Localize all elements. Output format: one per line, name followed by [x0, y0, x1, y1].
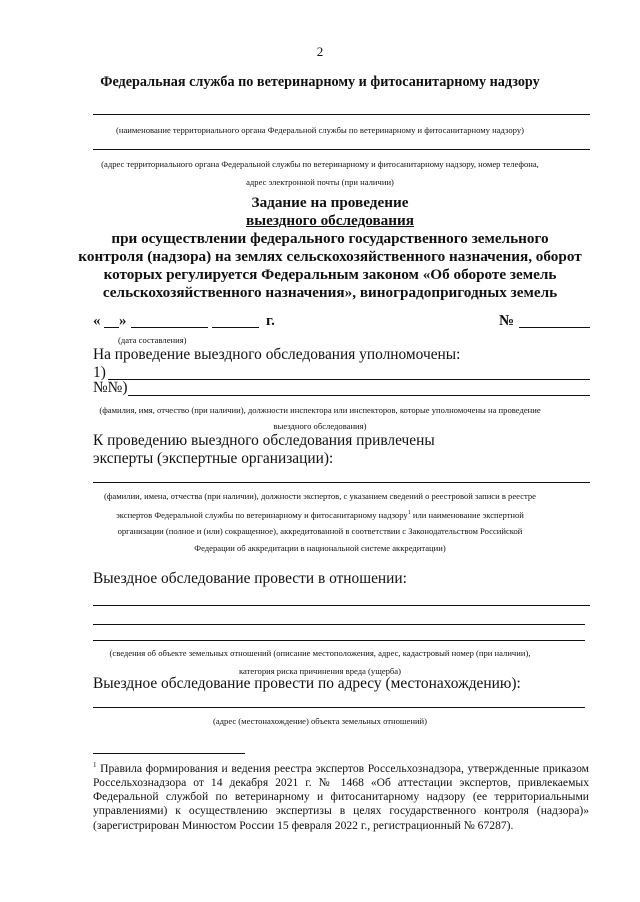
experts-line[interactable] — [93, 482, 590, 483]
document-number-line[interactable] — [519, 327, 590, 328]
object-caption-2: категория риска причинения вреда (ущерба) — [239, 666, 401, 676]
experts-caption-2 — [0, 507, 640, 521]
authorized-caption-1: (фамилия, имя, отчество (при наличии), должности инспектора или инспекторов, которые уполномочены на проведение — [99, 405, 541, 415]
object-heading: Выездное обследование провести в отношении: — [93, 570, 407, 587]
authorized-heading: На проведение выездного обследования уполномочены: — [93, 346, 461, 363]
experts-heading-1: К проведению выездного обследования привлечены — [93, 432, 435, 449]
address-caption: (адрес (местонахождение) объекта земельных отношений) — [212, 716, 428, 726]
title-line-3: при осуществлении федерального государственного земельного — [111, 230, 549, 247]
territorial-address-line — [93, 149, 590, 150]
experts-caption-3: организации (полное и (или) сокращенное), аккредитованной в соответствии с Законодательством Российской — [117, 526, 523, 536]
date-caption: (дата составления) — [118, 335, 187, 345]
date-day-line[interactable] — [104, 327, 119, 328]
object-line-3[interactable] — [93, 640, 585, 641]
experts-heading-2: эксперты (экспертные организации): — [93, 450, 334, 467]
title-line-4: контроля (надзора) на землях сельскохозяйственного назначения, оборот — [78, 248, 582, 265]
experts-caption-2a: экспертов Федеральной службы по ветеринарному и фитосанитарному надзору — [116, 509, 408, 520]
territorial-address-caption-1: (адрес территориального органа Федеральной службы по ветеринарному и фитосанитарному надзору, номер телефона, — [101, 159, 539, 169]
date-year-line[interactable] — [212, 327, 259, 328]
date-open-quote: « — [93, 313, 101, 329]
title-line-6: сельскохозяйственного назначения», виноградопригодных земель — [102, 284, 558, 301]
authorized-item-1: 1) — [93, 364, 106, 381]
date-year-suffix: г. — [266, 313, 275, 329]
footnote-separator — [93, 753, 245, 754]
title-line-5: которых регулируется Федеральным законом «Об обороте земель — [103, 266, 557, 283]
object-line-1[interactable] — [93, 605, 590, 606]
territorial-address-caption-2: адрес электронной почты (при наличии) — [246, 177, 394, 187]
territorial-name-line — [93, 114, 590, 115]
authorized-numbers-line[interactable] — [128, 395, 590, 396]
authorized-caption-2: выездного обследования) — [273, 421, 367, 431]
title-line-2: выездного обследования — [246, 212, 414, 229]
authorized-item-1-line[interactable] — [108, 379, 590, 380]
date-month-line[interactable] — [131, 327, 208, 328]
footnote — [93, 758, 589, 833]
address-heading: Выездное обследование провести по адресу (местонахождению): — [93, 675, 521, 692]
date-close-quote: » — [119, 313, 127, 329]
footnote-text: Правила формирования и ведения реестра экспертов Россельхознадзора, утвержденные приказом Россельхознадзора от 14 декабря 2021 г. № 1468 «Об аттестации экспертов, привлекаемых Федеральной службой по ветеринарному и фитосанитарному надзору (ее территориальными управлениями) к осуществлению экспертизы в целях государственного контроля (надзора)» (зарегистрирован Минюстом России 15 февраля 2022 г., регистрационный № 67287). — [93, 761, 589, 832]
agency-header: Федеральная служба по ветеринарному и фитосанитарному надзору — [100, 74, 540, 90]
object-caption-1: (сведения об объекте земельных отношений (описание местоположения, адрес, кадастровый номер (при наличии), — [109, 648, 531, 658]
experts-caption-4: Федерации об аккредитации в национальной системе аккредитации) — [194, 543, 446, 553]
object-line-2[interactable] — [93, 624, 585, 625]
experts-caption-2b: или наименование экспертной — [410, 509, 524, 520]
number-sign: № — [499, 313, 515, 329]
title-line-1: Задание на проведение — [251, 194, 409, 211]
document-title — [70, 194, 590, 302]
footnote-marker: 1 — [93, 761, 97, 769]
footnote-reference[interactable]: 1 — [407, 510, 411, 516]
authorized-numbers: №№) — [93, 379, 128, 396]
page-number: 2 — [316, 44, 324, 59]
experts-caption-1: (фамилии, имена, отчества (при наличии), должности экспертов, с указанием сведений о реестровой записи в реестре — [104, 491, 536, 501]
territorial-name-caption: (наименование территориального органа Федеральной службы по ветеринарному и фитосанитарному надзору) — [115, 125, 525, 135]
address-line[interactable] — [93, 707, 585, 708]
